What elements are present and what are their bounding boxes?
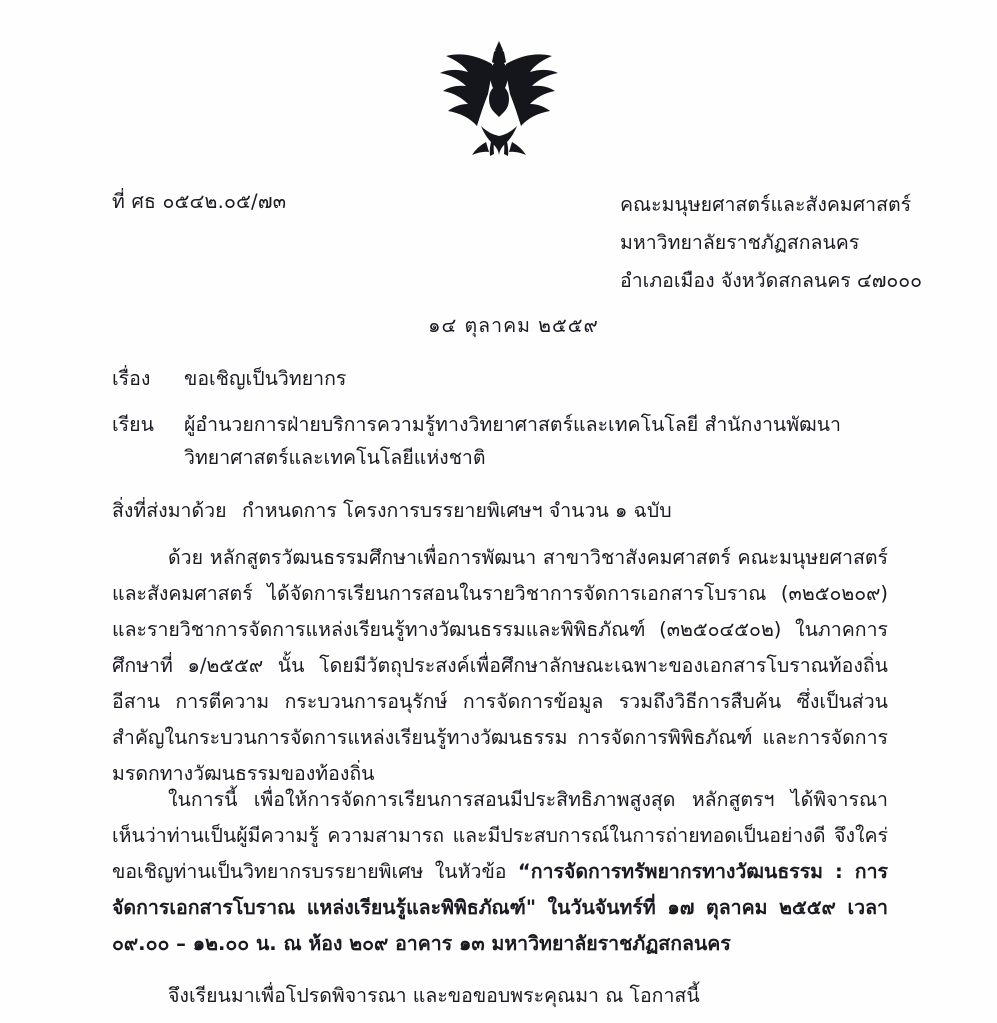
attachment-row: [112, 494, 912, 527]
addressee-label: เรียน: [112, 413, 154, 436]
emblem-container: [0, 38, 997, 166]
organization-line-3: อำเภอเมือง จังหวัดสกลนคร ๔๗๐๐๐: [620, 269, 923, 292]
body-paragraph-2: [112, 782, 888, 962]
subject-label: เรื่อง: [112, 367, 151, 390]
body-paragraph-2-text: ในการนี้ เพื่อให้การจัดการเรียนการสอนมีประสิทธิภาพสูงสุด หลักสูตรฯ ได้พิจารณาเห็นว่าท่านเป็นผู้มีความรู้ ความสามารถ และมีประสบการณ์ในการถ่ายทอดเป็นอย่างดี จึงใคร่ขอเชิญท่านเป็นวิทยากรบรรยายพิเศษ ในหัวข้อ: [112, 788, 888, 883]
document-date-text: ๑๔ ตุลาคม ๒๕๕๙: [428, 314, 599, 337]
body-paragraph-2-highlight: “การจัดการทรัพยากรทางวัฒนธรรม : การจัดการเอกสารโบราณ แหล่งเรียนรู้และพิพิธภัณฑ์" ในวันจันทร์ที่ ๑๗ ตุลาคม ๒๕๕๙ เวลา ๐๙.๐๐ – ๑๒.๐๐ น. ณ ห้อง ๒๐๙ อาคาร ๑๓ มหาวิทยาลัยราชภัฏสกลนคร: [112, 860, 889, 955]
organization-line-2: มหาวิทยาลัยราชภัฏสกลนคร: [620, 231, 860, 254]
body-paragraph-3: [112, 978, 888, 1014]
body-paragraph-1-text: ด้วย หลักสูตรวัฒนธรรมศึกษาเพื่อการพัฒนา สาขาวิชาสังคมศาสตร์ คณะมนุษยศาสตร์และสังคมศาสตร์ ได้จัดการเรียนการสอนในรายวิชาการจัดการเอกสารโบราณ (๓๒๕๐๒๐๙) และรายวิชาการจัดการแหล่งเรียนรู้ทางวัฒนธรรมและพิพิธภัณฑ์ (๓๒๕๐๔๕๐๒) ในภาคการศึกษาที่ ๑/๒๕๕๙ นั้น โดยมีวัตถุประสงค์เพื่อศึกษาลักษณะเฉพาะของเอกสารโบราณท้องถิ่นอีสาน การตีความ กระบวนการอนุรักษ์ การจัดการข้อมูล รวมถึงวิธีการสืบค้น ซึ่งเป็นส่วนสำคัญในกระบวนการจัดการแหล่งเรียนรู้ทางวัฒนธรรม การจัดการพิพิธภัณฑ์ และการจัดการมรดกทางวัฒนธรรมของท้องถิ่น: [112, 546, 888, 785]
document-number: ที่ ศธ ๐๕๔๒.๐๕/๗๓: [112, 190, 287, 213]
attachment-value: กำหนดการ โครงการบรรยายพิเศษฯ จำนวน ๑ ฉบับ: [242, 499, 672, 522]
attachment-label: สิ่งที่ส่งมาด้วย: [112, 499, 227, 522]
subject-value: ขอเชิญเป็นวิทยากร: [184, 367, 347, 390]
subject-row: [112, 362, 912, 395]
addressee-row: [112, 408, 912, 474]
garuda-emblem: [424, 38, 574, 166]
organization-address: [620, 186, 922, 300]
document-date: [0, 310, 997, 341]
addressee-value: ผู้อำนวยการฝ่ายบริการความรู้ทางวิทยาศาสตร์และเทคโนโลยี สำนักงานพัฒนาวิทยาศาสตร์และเทคโนโลยีแห่งชาติ: [184, 413, 841, 469]
body-paragraph-3-text: จึงเรียนมาเพื่อโปรดพิจารณา และขอขอบพระคุณมา ณ โอกาสนี้: [168, 984, 700, 1007]
body-paragraph-1: [112, 540, 888, 792]
organization-line-1: คณะมนุษยศาสตร์และสังคมศาสตร์: [620, 193, 912, 216]
